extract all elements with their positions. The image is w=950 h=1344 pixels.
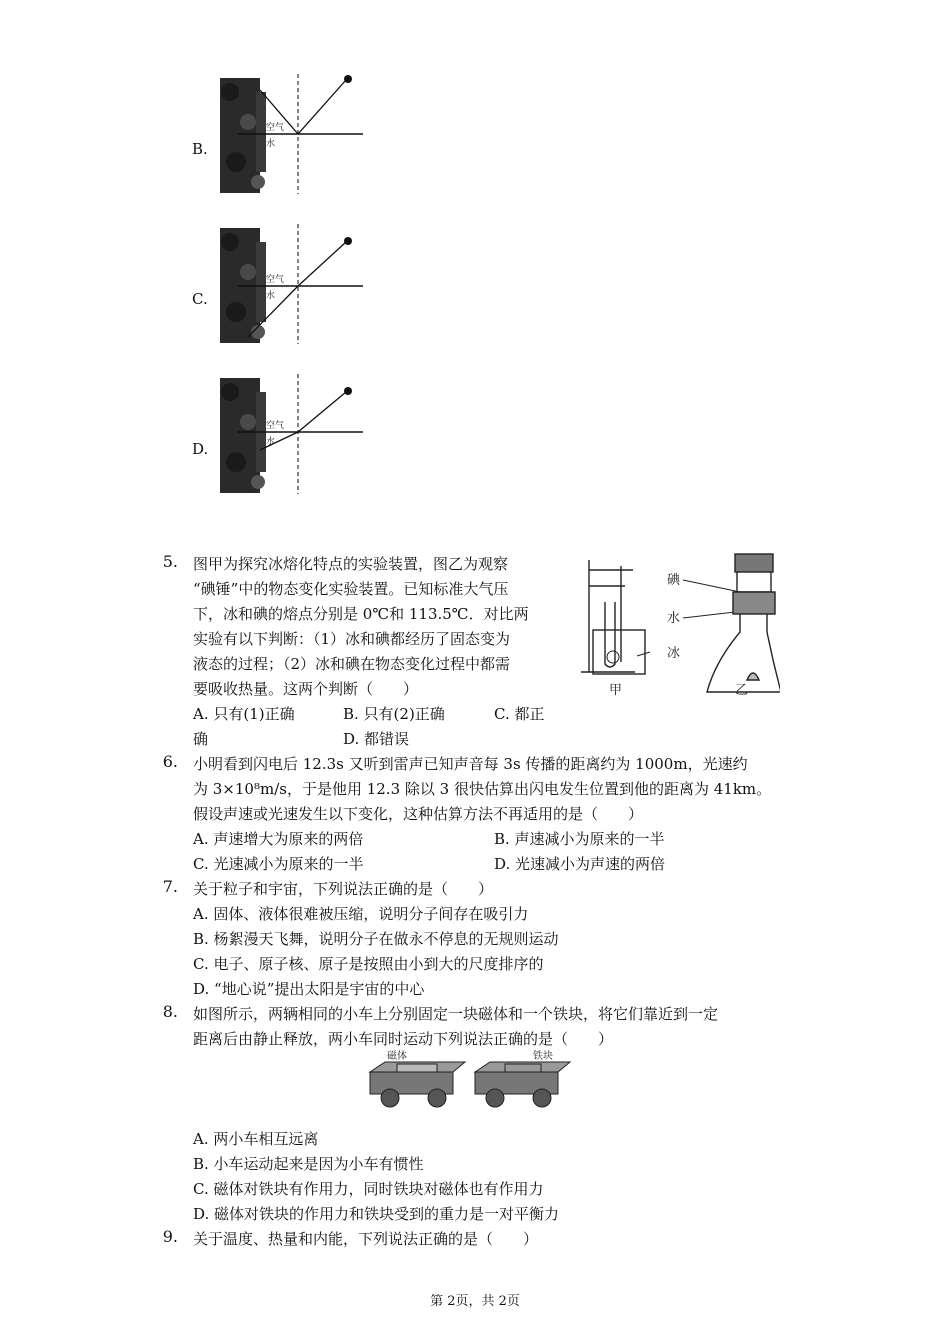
q6-number: 6.: [162, 752, 178, 771]
magnet-cart: [370, 1062, 465, 1107]
water-label: 水: [266, 139, 276, 149]
q6-option-b: B. 声速减小为原来的一半: [494, 830, 665, 848]
page-footer: 第 2页，共 2页: [430, 1294, 520, 1309]
water-label: 水: [266, 437, 276, 447]
q9-stem: 关于温度、热量和内能，下列说法正确的是（ ）: [193, 1230, 539, 1248]
air-label: 空气: [266, 123, 285, 133]
q5-option-a: A. 只有(1)正确: [193, 705, 295, 723]
q6-option-a: A. 声速增大为原来的两倍: [193, 830, 364, 848]
q8-figure: [365, 1050, 590, 1115]
iron-cart: [475, 1062, 570, 1107]
q8-option-b: B. 小车运动起来是因为小车有惯性: [193, 1155, 424, 1173]
iron-label: 铁块: [533, 1051, 553, 1062]
q8-option-d: D. 磁体对铁块的作用力和铁块受到的重力是一对平衡力: [193, 1205, 560, 1223]
q7-option-c: C. 电子、原子核、原子是按照由小到大的尺度排序的: [193, 955, 544, 973]
q8-option-a: A. 两小车相互远离: [193, 1130, 319, 1148]
q8-options: [193, 1127, 559, 1227]
ice-label: 冰: [667, 646, 681, 661]
q7-option-b: B. 杨絮漫天飞舞，说明分子在做永不停息的无规则运动: [193, 930, 559, 948]
q8-stem: 如图所示，两辆相同的小车上分别固定一块磁体和一个铁块，将它们靠近到一定 距离后由静止释放，两小车同时运动下列说法正确的是（ ）: [193, 1005, 719, 1048]
q6-stem: 小明看到闪电后 12.3s 又听到雷声已知声音每 3s 传播的距离约为 1000m，光速约 为 3×10⁸m/s，于是他用 12.3 除以 3 很快估算出闪电发生位置到他的距离为 41km。 假设声速或光速发生以下变化，这种估算方法不再适用的是（ ）: [193, 755, 772, 823]
q4-option-b-figure: [218, 72, 368, 197]
iodine-hammer: [707, 554, 780, 692]
plant-silhouette: [220, 78, 266, 193]
q4-option-c-figure: [218, 222, 368, 347]
q4-option-c-label: C.: [192, 290, 208, 308]
magnet-label: 磁体: [387, 1051, 407, 1062]
q7-number: 7.: [162, 877, 178, 896]
q5-option-b: B. 只有(2)正确: [343, 705, 445, 723]
q5-stem: 图甲为探究冰熔化特点的实验装置，图乙为观察 “碘锤”中的物态变化实验装置。已知标准大气压 下，冰和碘的熔点分别是 0℃和 113.5℃．对比两 实验有以下判断：（1）冰和碘都经历了固态变为 液态的过程；（2）冰和碘在物态变化过程中都需 要吸收热量。这两个判断（ ）: [193, 555, 529, 698]
q6-option-d: D. 光速减小为声速的两倍: [494, 855, 666, 873]
q8-option-c: C. 磁体对铁块有作用力，同时铁块对磁体也有作用力: [193, 1180, 544, 1198]
q7-stem: 关于粒子和宇宙，下列说法正确的是（ ）: [193, 880, 494, 898]
q5-figure: [575, 552, 780, 702]
eye-icon: [344, 75, 352, 83]
q4-option-b-label: B.: [192, 140, 208, 158]
plant-silhouette: [220, 378, 266, 493]
yi-label: 乙: [735, 683, 749, 698]
q5-option-d: D. 都错误: [343, 730, 410, 748]
q5-option-c: C. 都正: [494, 705, 545, 723]
air-label: 空气: [266, 421, 285, 431]
q4-option-d-label: D.: [192, 440, 209, 458]
q4-option-d-figure: [218, 372, 368, 497]
q5-option-c-cont: 确: [193, 730, 209, 748]
iodine-label: 碘: [667, 573, 681, 588]
q6-option-c: C. 光速减小为原来的一半: [193, 855, 364, 873]
q7-options: [193, 902, 559, 1002]
air-label: 空气: [266, 275, 285, 285]
q7-option-a: A. 固体、液体很难被压缩，说明分子间存在吸引力: [193, 905, 529, 923]
eye-icon: [344, 387, 352, 395]
q7-option-d: D. “地心说”提出太阳是宇宙的中心: [193, 980, 425, 998]
ice-melting-apparatus: [581, 560, 645, 674]
q8-number: 8.: [162, 1002, 178, 1021]
jia-label: 甲: [609, 683, 623, 698]
water-label: 水: [266, 291, 276, 301]
q9-number: 9.: [162, 1227, 178, 1246]
q5-number: 5.: [162, 552, 178, 571]
eye-icon: [344, 237, 352, 245]
water-label: 水: [667, 611, 681, 626]
